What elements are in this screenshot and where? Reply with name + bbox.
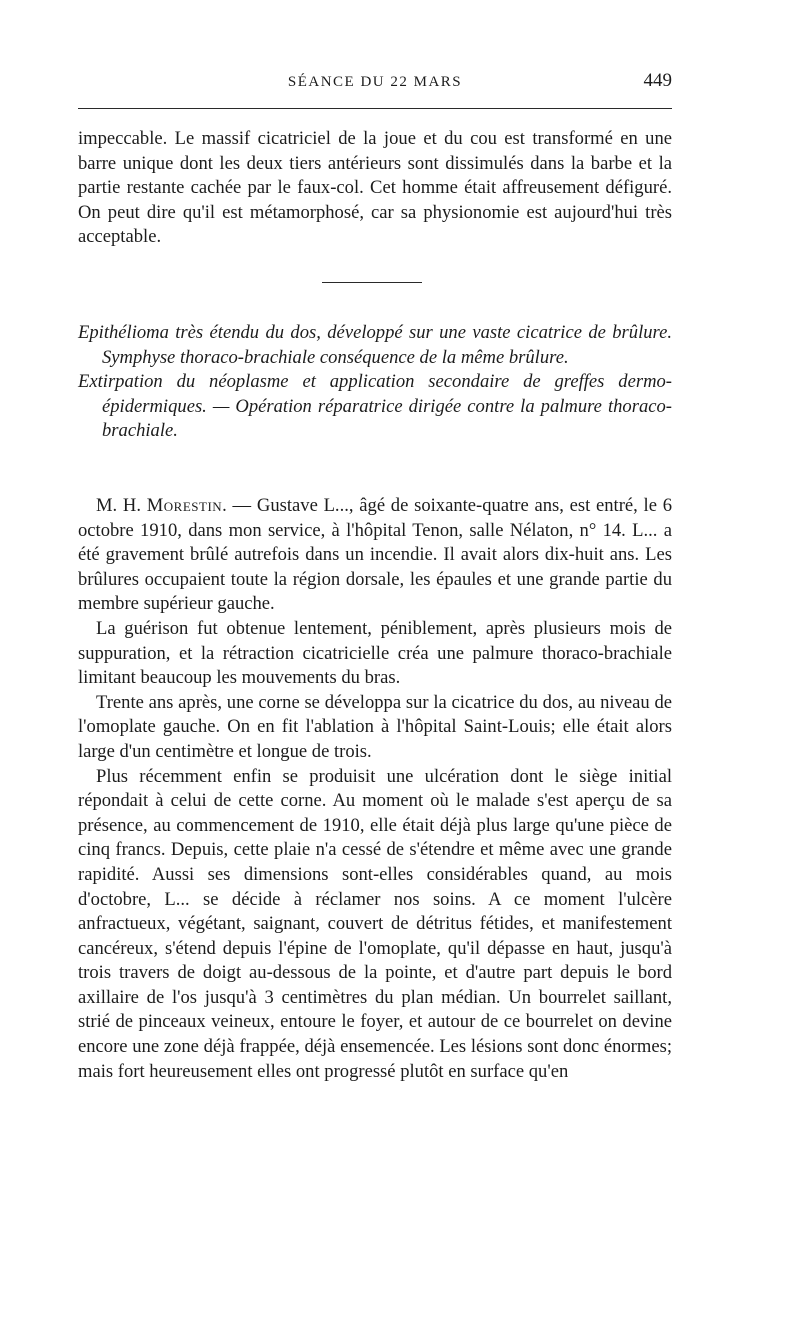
paragraph-2: La guérison fut obtenue lentement, péniblement, après plusieurs mois de suppuration, et la rétraction cicatricielle créa une palmure thoraco-brachiale limitant beaucoup les mouvements du bras. <box>78 617 672 689</box>
paragraph-3: Trente ans après, une corne se développa sur la cicatrice du dos, au niveau de l'omoplate gauche. On en fit l'ablation à l'hôpital Saint-Louis; elle était alors large d'un centimètre et longue de trois. <box>78 691 672 762</box>
intro-paragraph <box>78 127 672 250</box>
section-separator <box>322 282 422 283</box>
running-title: SÉANCE DU 22 MARS <box>287 74 463 90</box>
speaker-prefix: M. H. <box>96 495 147 516</box>
article-title-block <box>78 321 672 444</box>
running-head <box>78 68 672 96</box>
article-body <box>78 494 672 1084</box>
article-title-line-1: Epithélioma très étendu du dos, développé sur une vaste cicatrice de brûlure. Symphyse thoraco-brachiale conséquence de la même brûlure. <box>78 322 672 368</box>
speaker-name: Morestin <box>146 495 223 516</box>
intro-paragraph-text: impeccable. Le massif cicatriciel de la joue et du cou est transformé en une barre unique dont les deux tiers antérieurs sont dissimulés dans la barbe et la partie restante cachée par le faux-col. Cet homme était affreusement défiguré. On peut dire qu'il est métamorphosé, car sa physionomie est aujourd'hui très acceptable. <box>78 128 672 248</box>
header-rule <box>78 108 672 109</box>
paragraph-1 <box>78 494 672 617</box>
article-title-line-2: Extirpation du néoplasme et application secondaire de greffes dermo-épidermiques. — Opération réparatrice dirigée contre la palmure thoraco-brachiale. <box>78 371 672 442</box>
page-number: 449 <box>643 70 672 91</box>
paragraph-4: Plus récemment enfin se produisit une ulcération dont le siège initial répondait à celui de cette corne. Au moment où le malade s'est aperçu de sa présence, au commencement de 1910, elle était déjà plus large qu'une pièce de cinq francs. Depuis, cette plaie n'a cessé de s'étendre et même avec une grande rapidité. Aussi ses dimensions sont-elles considérables quand, au mois d'octobre, L... se décide à réclamer nos soins. A ce moment l'ulcère anfractueux, végétant, saignant, couvert de détritus fétides, et manifestement cancéreux, s'étend depuis l'épine de l'omoplate, qu'il dépasse en haut, jusqu'à trois travers de doigt au-dessous de la pointe, et d'autre part depuis le bord axillaire de l'os jusqu'à 3 centimètres du plan médian. Un bourrelet saillant, strié de pinceaux veineux, entoure le foyer, et autour de ce bourrelet on devine encore une zone déjà frappée, déjà ensemencée. Les lésions sont donc énormes; mais fort heureusement elles ont progressé plutôt en surface qu'en <box>78 765 672 1082</box>
paragraph-1-text: Gustave L..., âgé de soixante-quatre ans, est entré, le 6 octobre 1910, dans mon service, à l'hôpital Tenon, salle Nélaton, n° 14. L... a été gravement brûlé autrefois dans un incendie. Il avait alors dix-huit ans. Les brûlures occupaient toute la région dorsale, les épaules et une grande partie du membre supérieur gauche. <box>78 495 673 615</box>
speaker-suffix: . — <box>222 495 257 516</box>
